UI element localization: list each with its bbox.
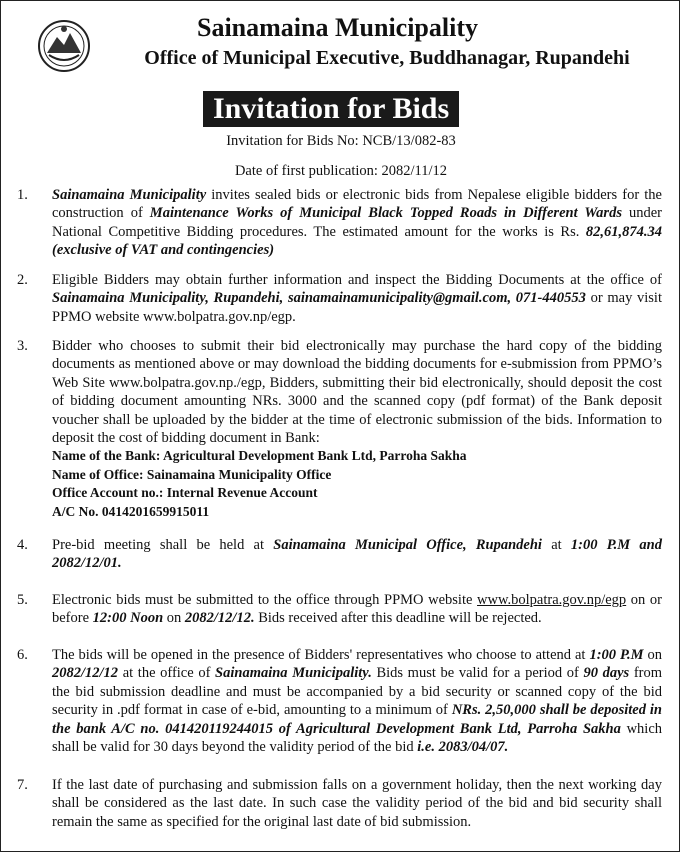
item-number: 1. xyxy=(17,187,28,203)
municipality-name: Sainamaina Municipality xyxy=(197,13,478,42)
municipality-seal-logo xyxy=(37,19,91,73)
account-number: A/C No. 0414201659915011 xyxy=(52,503,210,519)
item-text: The bids will be opened in the presence of Bidders' representatives who choose to attend at 1:00 P.M on 2082/12/12 at the office of Sainamaina Municipality. Bids must be valid for a period of 90 days from the bid submission deadline and must be accompanied by a bid security or scanned copy of the bid security in .pdf format in case of e-bid, amounting to a minimum of NRs. 2,50,000 shall be deposited in the bank A/C no. 041420119244015 of Agricultural Development Bank Ltd, Parroha Sakha which shall be valid for 30 days beyond the validity period of the bid i.e. 2083/04/07. xyxy=(52,647,663,756)
item-text: Eligible Bidders may obtain further information and inspect the Bidding Documents at the office of Sainamaina Municipality, Rupandehi, sainamainamunicipality@gmail.com, 071-440553 or may visit PPMO website www.bolpatra.gov.np/egp. xyxy=(52,272,662,325)
office-account-name: Name of Office: Sainamaina Municipality Office xyxy=(52,466,332,482)
ppmo-link[interactable]: www.bolpatra.gov.np/egp xyxy=(477,592,627,608)
notice-title: Invitation for Bids xyxy=(203,91,459,127)
item-text: Bidder who chooses to submit their bid electronically may purchase the hard copy of the bidding documents as mentioned above or may download the bidding documents for e-submission from PPMO’s Web Site www.bolpatra.gov.np./egp, Bidders, submitting their bid electronically, should deposit the cost of bidding document amounting NRs. 3000 and the scanned copy (pdf format) of the Bank deposit voucher shall be uploaded by the bidder at the time of electronic submission of the bids. Information to deposit the cost of bidding document in Bank: Name of the Bank: Agricultural Development Bank Ltd, Parroha Sakha Name of Office: Sainamaina Municipality Office Office Account no.: Internal Revenue Account A/C No. 0414201659915011 xyxy=(52,337,662,521)
item-text: Sainamaina Municipality invites sealed bids or electronic bids from Nepalese eligible bidders for the construction of Maintenance Works of Municipal Black Topped Roads in Different Wards under National Competitive Bidding procedures. The estimated amount for the works is Rs. 82,61,874.34 (exclusive of VAT and contingencies) xyxy=(52,187,663,259)
item-number: 7. xyxy=(17,777,28,793)
item-number: 6. xyxy=(17,647,28,663)
item-text: Pre-bid meeting shall be held at Sainamaina Municipal Office, Rupandehi at 1:00 P.M and 2082/12/01. xyxy=(52,537,662,572)
item-number: 3. xyxy=(17,338,28,354)
item-number: 5. xyxy=(17,592,28,608)
office-name: Office of Municipal Executive, Buddhanagar, Rupandehi xyxy=(144,47,630,69)
item-text: Electronic bids must be submitted to the office through PPMO website www.bolpatra.gov.np/egp on or before 12:00 Noon on 2082/12/12. Bids received after this deadline will be rejected. xyxy=(52,592,662,627)
bank-name: Name of the Bank: Agricultural Development Bank Ltd, Parroha Sakha xyxy=(52,448,467,464)
office-account-type: Office Account no.: Internal Revenue Account xyxy=(52,485,318,501)
ifb-number: Invitation for Bids No: NCB/13/082-83 xyxy=(226,133,456,149)
item-number: 2. xyxy=(17,272,28,288)
item-number: 4. xyxy=(17,537,28,553)
item-text: If the last date of purchasing and submission falls on a government holiday, then the next working day shall be considered as the last date. In such case the validity period of the bid and bid security shall remain the same as specified for the original last date of bid submission. xyxy=(52,777,662,830)
publication-date: Date of first publication: 2082/11/12 xyxy=(234,163,448,179)
